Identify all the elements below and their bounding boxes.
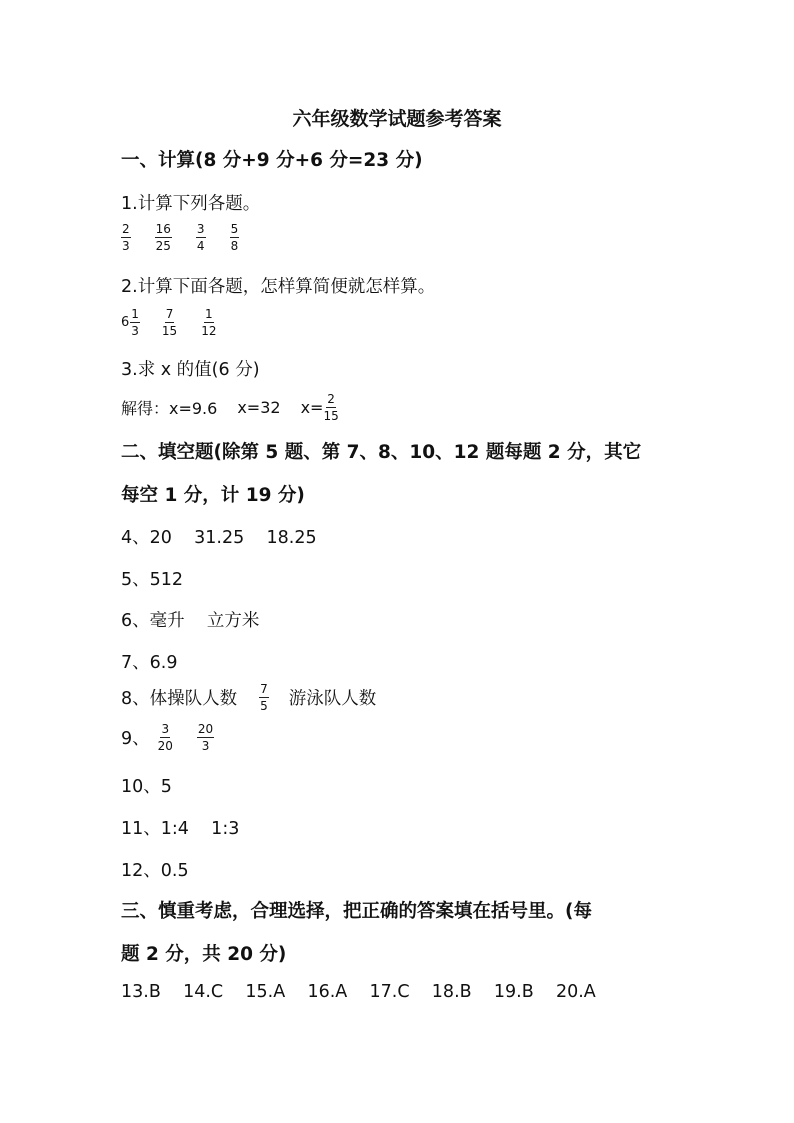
answer-8-suffix: 游泳队人数 (288, 689, 377, 709)
answer-11: 11、1:4 1:3 (121, 819, 240, 839)
q1-answer-3: $\frac{3}{4}$ (196, 222, 205, 253)
q3-answer-3-fraction: $\frac{2}{15}$ (323, 392, 339, 423)
q2-answer-2: $\frac{7}{15}$ (161, 307, 178, 338)
answer-5: 5、512 (121, 570, 184, 590)
answer-8-prefix: 8、体操队人数 (121, 689, 238, 709)
section3-heading-line1: 三、慎重考虑，合理选择，把正确的答案填在括号里。(每 (121, 901, 592, 922)
answer-8-fraction: $\frac{7}{5}$ (260, 682, 268, 713)
q3-answer-1: 解得：x=9.6 (121, 399, 218, 418)
section3-answers: 13.B 14.C 15.A 16.A 17.C 18.B 19.B 20.A (121, 982, 596, 1002)
q1-label: 1.计算下列各题。 (121, 194, 261, 214)
q1-answer-4: $\frac{5}{8}$ (230, 222, 239, 253)
answer-12: 12、0.5 (121, 861, 189, 881)
q2-answers (121, 307, 240, 338)
section3-heading-line2: 题 2 分，共 20 分) (121, 944, 287, 965)
answer-7: 7、6.9 (121, 653, 178, 673)
answer-9-fraction-2: $\frac{20}{3}$ (197, 722, 214, 753)
q1-answers (121, 222, 263, 253)
answer-10: 10、5 (121, 777, 172, 797)
section1-heading: 一、计算(8 分+9 分+6 分=23 分) (121, 150, 423, 171)
q1-answer-2: $\frac{16}{25}$ (155, 222, 171, 253)
q3-answer-3-prefix: x= (300, 398, 324, 417)
q3-answer-2: x=32 (237, 398, 281, 417)
answer-6: 6、毫升 立方米 (121, 611, 260, 631)
section2-heading-line1: 二、填空题(除第 5 题、第 7、8、10、12 题每题 2 分，其它 (121, 442, 642, 463)
q2-answer-1: 6 $\frac{1}{3}$ (121, 307, 139, 338)
answer-8 (121, 682, 376, 713)
q1-answer-1: $\frac{2}{3}$ (122, 222, 130, 253)
q3-label: 3.求 x 的值(6 分) (121, 360, 260, 380)
q3-answers (121, 392, 339, 423)
answer-4: 4、20 31.25 18.25 (121, 528, 317, 548)
q2-answer-3: $\frac{1}{12}$ (201, 307, 217, 338)
answer-9-prefix: 9、 (121, 729, 150, 749)
answer-9 (121, 722, 238, 753)
q2-label: 2.计算下面各题，怎样算简便就怎样算。 (121, 277, 436, 297)
section2-heading-line2: 每空 1 分，计 19 分) (121, 485, 305, 506)
answer-9-fraction-1: $\frac{3}{20}$ (157, 722, 173, 753)
page-title: 六年级数学试题参考答案 (292, 108, 502, 130)
